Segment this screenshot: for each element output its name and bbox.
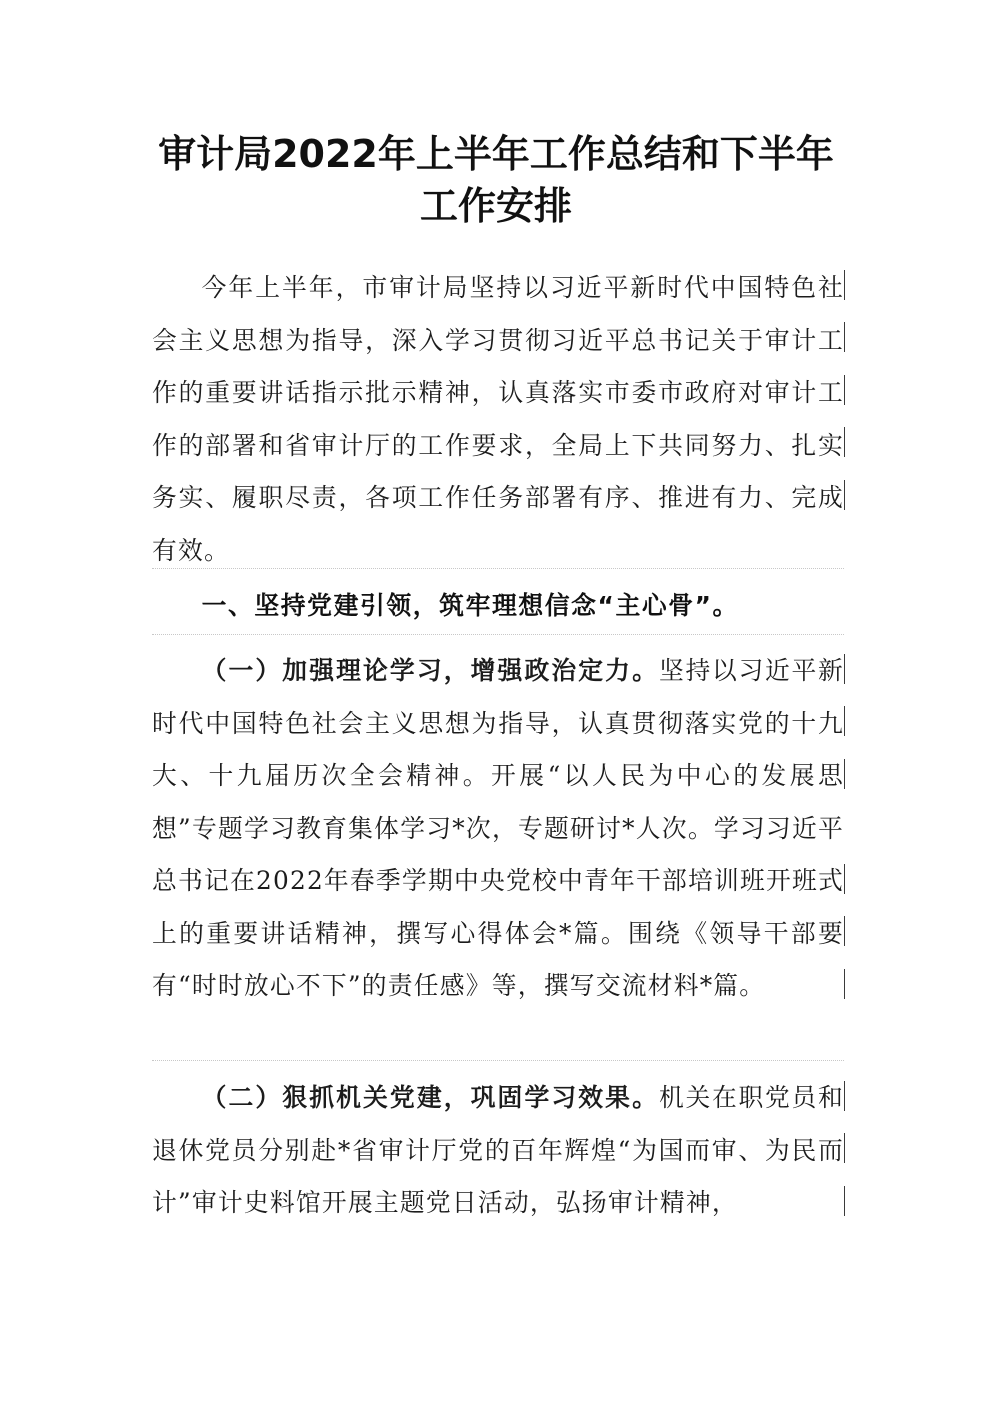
subsection-paragraph-2 <box>152 1072 844 1230</box>
margin-mark <box>844 270 845 300</box>
margin-mark <box>844 654 845 684</box>
margin-mark <box>844 864 845 894</box>
margin-mark <box>844 427 845 457</box>
margin-mark <box>844 706 845 736</box>
margin-mark <box>844 322 845 352</box>
section-heading: 一、坚持党建引领，筑牢理想信念“主心骨”。 <box>201 591 739 620</box>
margin-mark <box>844 1133 845 1163</box>
margin-mark <box>844 1186 845 1216</box>
margin-mark <box>844 480 845 510</box>
subsection-lead: （二）狠抓机关党建，巩固学习效果。 <box>201 1083 659 1112</box>
margin-mark <box>844 1081 845 1111</box>
divider <box>152 568 844 569</box>
margin-mark <box>844 375 845 405</box>
intro-paragraph: 今年上半年，市审计局坚持以习近平新时代中国特色社会主义思想为指导，深入学习贯彻习近平总书记关于审计工作的重要讲话指示批示精神，认真落实市委市政府对审计工作的部署和省审计厅的工作要求，全局上下共同努力、扎实务实、履职尽责，各项工作任务部署有序、推进有力、完成有效。 <box>152 273 844 565</box>
margin-mark <box>844 916 845 946</box>
subsection-paragraph-1 <box>152 645 844 1013</box>
document-title: 审计局2022年上半年工作总结和下半年工作安排 <box>158 132 834 228</box>
divider <box>152 1060 844 1061</box>
subsection-body: 坚持以习近平新时代中国特色社会主义思想为指导，认真贯彻落实党的十九大、十九届历次全会精神。开展“以人民为中心的发展思想”专题学习教育集体学习*次，专题研讨*人次。学习习近平总书记在2022年春季学期中央党校中青年干部培训班开班式上的重要讲话精神，撰写心得体会*篇。围绕《领导干部要有“时时放心不下”的责任感》等，撰写交流材料*篇。 <box>152 656 845 1000</box>
subsection-body: 机关在职党员和退休党员分别赴*省审计厅党的百年辉煌“为国而审、为民而计”审计史料馆开展主题党日活动，弘扬审计精神， <box>152 1083 845 1217</box>
margin-mark <box>844 759 845 789</box>
subsection-lead: （一）加强理论学习，增强政治定力。 <box>201 656 659 685</box>
margin-mark <box>844 969 845 999</box>
divider <box>152 634 844 635</box>
